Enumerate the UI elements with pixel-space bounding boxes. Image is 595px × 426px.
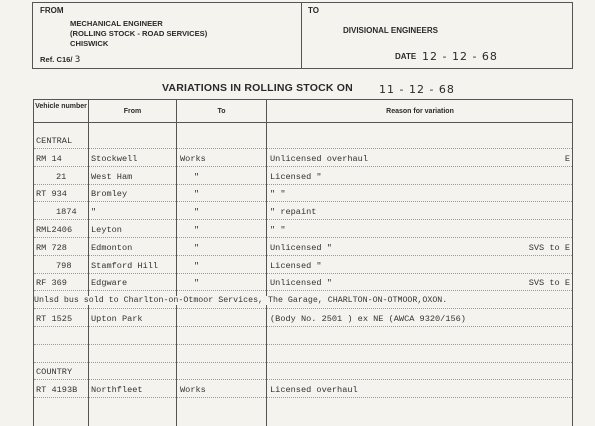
to-destination: " xyxy=(194,242,200,253)
from-garage: Bromley xyxy=(91,189,128,200)
vehicle-number: 21 xyxy=(56,171,67,182)
to-destination: " xyxy=(194,207,200,218)
to-destination: " xyxy=(194,225,200,235)
row-rule-4 xyxy=(34,219,572,220)
reference xyxy=(40,55,80,65)
to-label: TO xyxy=(308,6,319,15)
from-garage: Upton Park xyxy=(91,314,143,324)
from-garage: Edmonton xyxy=(91,242,133,253)
vehicle-number: RM 14 xyxy=(36,153,62,164)
reason-text: Licensed overhaul xyxy=(270,385,358,396)
vehicle-number: RF 369 xyxy=(36,278,67,289)
table-header-rule xyxy=(33,122,573,123)
vehicle-number: RT 934 xyxy=(36,189,67,200)
from-label: FROM xyxy=(40,6,64,15)
reason-right: SVS to E xyxy=(528,242,570,253)
header-divider xyxy=(301,2,302,69)
th-to: To xyxy=(217,108,226,115)
vehicle-number: RML2406 xyxy=(36,225,73,235)
reason-text: Unlicensed overhaul xyxy=(270,153,368,164)
ref-label: Ref. C16/ xyxy=(40,55,73,64)
reason-right: SVS to E xyxy=(528,278,570,289)
row-rule-7 xyxy=(34,273,572,274)
row-rule-0 xyxy=(34,148,572,149)
reason-text: Licensed " xyxy=(270,260,322,271)
row-rule-1 xyxy=(34,166,572,167)
row-rule-9 xyxy=(34,308,572,309)
from-line-1: MECHANICAL ENGINEER xyxy=(70,19,163,28)
page-title: VARIATIONS IN ROLLING STOCK ON xyxy=(162,82,353,94)
reason-text: (Body No. 2501 ) ex NE (AWCA 9320/156) xyxy=(270,314,466,324)
to-destination: Works xyxy=(180,385,206,396)
spanning-row-note: Unlsd bus sold to Charlton-on-Otmoor Services, The Garage, CHARLTON-ON-OTMOOR,OXON. xyxy=(34,296,448,306)
vehicle-number: RT 1525 xyxy=(36,314,73,324)
row-rule-2 xyxy=(34,184,572,185)
from-garage: Stockwell xyxy=(91,153,138,164)
reason-text: " " xyxy=(270,189,286,200)
section-heading: CENTRAL xyxy=(36,136,73,146)
title-date: 11 - 12 - 68 xyxy=(379,83,455,96)
from-garage: Edgware xyxy=(91,278,128,289)
reason-text: Unlicensed " xyxy=(270,278,332,289)
vehicle-number: 1874 xyxy=(56,207,77,218)
th-from: From xyxy=(123,108,142,115)
row-rule-6 xyxy=(34,255,572,256)
section-heading: COUNTRY xyxy=(36,367,73,378)
row-rule-13 xyxy=(34,379,572,380)
row-rule-5 xyxy=(34,237,572,238)
from-line-3: CHISWICK xyxy=(70,39,109,48)
from-garage: " xyxy=(91,207,97,218)
row-rule-10 xyxy=(34,326,572,327)
row-rule-14 xyxy=(34,397,572,398)
row-rule-11 xyxy=(34,344,572,345)
reason-text: Licensed " xyxy=(270,171,322,182)
to-destination: " xyxy=(194,189,200,200)
ref-number: 3 xyxy=(74,55,81,65)
to-destination: " xyxy=(194,171,200,182)
th-vehicle-number: Vehicle number xyxy=(35,103,87,110)
from-garage: Northfleet xyxy=(91,385,143,396)
reason-text: " " xyxy=(270,225,286,235)
from-line-2: (ROLLING STOCK - ROAD SERVICES) xyxy=(70,29,208,38)
vehicle-number: 798 xyxy=(56,260,72,271)
th-reason: Reason for variation xyxy=(386,108,454,115)
to-value: DIVISIONAL ENGINEERS xyxy=(343,26,438,35)
to-destination: " xyxy=(194,260,200,271)
from-address xyxy=(70,19,207,49)
to-destination: " xyxy=(194,278,200,289)
row-rule-8 xyxy=(34,290,572,291)
vehicle-number: RM 728 xyxy=(36,242,67,253)
reason-right: E xyxy=(564,153,570,164)
row-rule-3 xyxy=(34,201,572,202)
date-value: 12 - 12 - 68 xyxy=(422,50,498,63)
to-destination: Works xyxy=(180,153,206,164)
reason-text: Unlicensed " xyxy=(270,242,332,253)
date-label: DATE xyxy=(395,52,417,61)
reason-text: " repaint xyxy=(270,207,317,218)
from-garage: Leyton xyxy=(91,225,122,235)
row-rule-12 xyxy=(34,362,572,363)
from-garage: West Ham xyxy=(91,171,133,182)
from-garage: Stamford Hill xyxy=(91,260,159,271)
vehicle-number: RT 4193B xyxy=(36,385,78,396)
